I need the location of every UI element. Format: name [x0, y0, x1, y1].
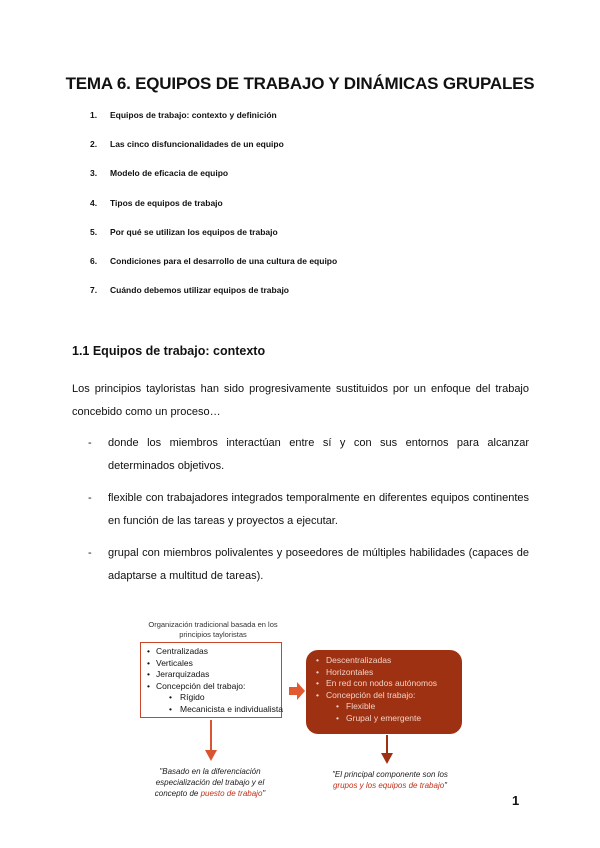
toc-number: 7. — [90, 285, 98, 296]
list-item: • Horizontales — [316, 667, 456, 679]
quote-text: "El principal componente son los — [332, 770, 448, 779]
bullet-text: flexible con trabajadores integrados temporalmente en diferentes equipos continentes en función de las tareas y proyectos a ejecutar. — [108, 492, 529, 527]
toc-text: Condiciones para el desarrollo de una cultura de equipo — [110, 255, 338, 266]
page-title: TEMA 6. EQUIPOS DE TRABAJO Y DINÁMICAS GRUPALES — [65, 74, 535, 93]
bullet-text: donde los miembros interactúan entre sí y con sus entornos para alcanzar determinados objetivos. — [108, 437, 529, 472]
list-item: • En red con nodos autónomos — [316, 678, 456, 690]
toc-text: Las cinco disfuncionalidades de un equipo — [110, 139, 284, 150]
traditional-org-box — [140, 642, 282, 718]
list-subitem: • Flexible — [316, 701, 456, 713]
quote-highlight: grupos y los equipos de trabajo — [332, 781, 445, 790]
dash-marker: - — [88, 547, 92, 559]
page-number: 1 — [512, 793, 520, 808]
toc-number: 6. — [90, 255, 98, 266]
quote-close: " — [444, 781, 448, 790]
dash-marker: - — [88, 437, 92, 449]
down-arrow-right-icon — [381, 753, 393, 764]
modern-quote — [320, 769, 460, 791]
quote-highlight: puesto de trabajo — [200, 789, 263, 798]
toc-number: 1. — [90, 110, 98, 120]
modern-org-box — [306, 650, 462, 734]
list-subitem: • Rígido — [147, 692, 277, 704]
traditional-quote — [140, 766, 280, 799]
toc-number: 2. — [90, 139, 98, 150]
toc-text: Cuándo debemos utilizar equipos de trabajo — [110, 285, 289, 296]
toc-number: 5. — [90, 226, 98, 237]
list-subitem: • Grupal y emergente — [316, 713, 456, 725]
toc-text: Tipos de equipos de trabajo — [110, 197, 223, 208]
list-item: • Verticales — [147, 658, 277, 670]
list-item: • Concepción del trabajo: — [316, 690, 456, 702]
toc-text: Por qué se utilizan los equipos de trabajo — [110, 226, 278, 237]
dash-marker: - — [88, 492, 92, 504]
down-arrow-left-icon — [205, 750, 217, 761]
toc-text: Modelo de eficacia de equipo — [110, 168, 229, 179]
section-heading: 1.1 Equipos de trabajo: contexto — [72, 344, 266, 358]
list-item: • Centralizadas — [147, 646, 277, 658]
toc-number: 3. — [90, 168, 98, 179]
toc-text: Equipos de trabajo: contexto y definición — [110, 110, 277, 120]
list-item: • Concepción del trabajo: — [147, 681, 277, 693]
list-item: • Descentralizadas — [316, 655, 456, 667]
right-arrow-icon — [289, 682, 305, 700]
traditional-org-heading: Organización tradicional basada en los principios tayloristas — [148, 620, 278, 639]
list-subitem: • Mecanicista e individualista — [147, 704, 277, 716]
bullet-text: grupal con miembros polivalentes y poseedores de múltiples habilidades (capaces de adaptarse a multitud de tareas). — [108, 547, 529, 582]
quote-text: "Basado en la diferenciación especialización del trabajo y el concepto de — [154, 767, 265, 798]
toc-number: 4. — [90, 197, 98, 208]
quote-close: " — [262, 789, 266, 798]
list-item: • Jerarquizadas — [147, 669, 277, 681]
intro-paragraph: Los principios tayloristas han sido progresivamente sustituidos por un enfoque del trabajo concebido como un proceso… — [72, 383, 529, 418]
